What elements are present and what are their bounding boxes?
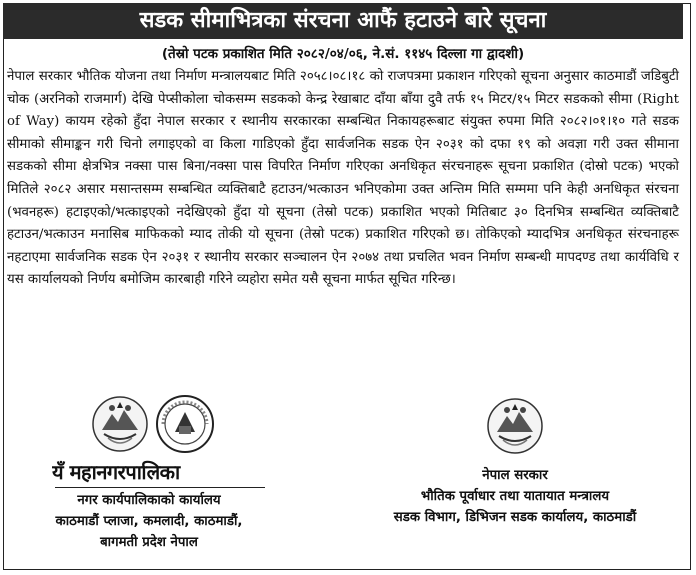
right-ministry-name: भौतिक पूर्वाधार तथा यातायात मन्त्रालय: [420, 489, 610, 504]
kathmandu-metropolitan-seal-icon: [155, 394, 215, 454]
signature-underline: [55, 487, 265, 488]
publication-date-subtitle: (तेस्रो पटक प्रकाशित मिति २०८२/०४/०६, ने.सं. ११४५ दिल्ला गा द्वादशी): [161, 46, 525, 62]
nepal-emblem-icon: [485, 396, 545, 456]
left-office-province: बागमती प्रदेश नेपाल: [100, 535, 198, 550]
left-signatory-block: [14, 490, 284, 553]
left-office-address: काठमाडौं प्लाजा, कमलादी, काठमाडौं,: [55, 514, 243, 529]
metropolitan-signature: यँ महानगरपालिका: [52, 460, 180, 484]
left-office-name: नगर कार्यपालिकाको कार्यालय: [77, 493, 221, 508]
nepal-emblem-icon: [90, 394, 150, 454]
right-signatory-block: [350, 465, 680, 528]
right-government-name: नेपाल सरकार: [482, 468, 548, 483]
notice-body-paragraph: नेपाल सरकार भौतिक योजना तथा निर्माण मन्त्रालयबाट मिति २०५८।०८।१८ को राजपत्रमा प्रकाशन गरिएको सूचना अनुसार काठमाडौं जडिबुटी चोक (अरनिको राजमार्ग) देखि पेप्सीकोला चोकसम्म सडकको केन्द्र रेखाबाट दाँया बाँया दुवै तर्फ १५ मिटर/१५ मिटर सडकको सीमा (Right of Way) कायम रहेको हुँदा नेपाल सरकार र स्थानीय सरकारका सम्बन्धित निकायहरूबाट संयुक्त रुपमा मिति २०८२।०१।१० गते सडक सीमाको सीमाङ्कन गरी चिनो लगाइएको वा किला गाडिएको हुँदा सार्वजनिक सडक ऐन २०३१ को दफा १९ को अवज्ञा गरी उक्त सीमाना सडकको सीमा क्षेत्रभित्र नक्सा पास बिना/नक्सा पास विपरित निर्माण गरिएका अनधिकृत संरचनाहरू सूचना प्रकाशित (दोस्रो पटक) भएको मितिले २०८२ असार मसान्तसम्म सम्बन्धित व्यक्तिबाटै हटाउन/भत्काउन भनिएकोमा उक्त अन्तिम मिति सम्ममा पनि केही अनधिकृत संरचना (भवनहरू) हटाइएको/भत्काइएको नदेखिएको हुँदा यो सूचना (तेस्रो पटक) प्रकाशित भएको मितिबाट ३० दिनभित्र सम्बन्धित व्यक्तिबाटै हटाउन/भत्काउन मनासिब माफिकको म्याद तोकी यो सूचना (तेस्रो पटक) प्रकाशित गरिएको छ। तोकिएको म्यादभित्र अनधिकृत संरचनाहरू नहटाएमा सार्वजनिक सडक ऐन २०३१ र स्थानीय सरकार सञ्चालन ऐन २०७४ तथा प्रचलित भवन निर्माण सम्बन्धी मापदण्ड तथा कार्यविधि र यस कार्यालयको निर्णय बमोजिम कारबाही गरिने व्यहोरा समेत यसै सूचना मार्फत सूचित गरिन्छ।: [7, 69, 679, 288]
notice-title: सडक सीमाभित्रका संरचना आफैं हटाउने बारे सूचना: [3, 3, 683, 39]
right-office-name: सडक विभाग, डिभिजन सडक कार्यालय, काठमाडौं: [393, 510, 637, 525]
